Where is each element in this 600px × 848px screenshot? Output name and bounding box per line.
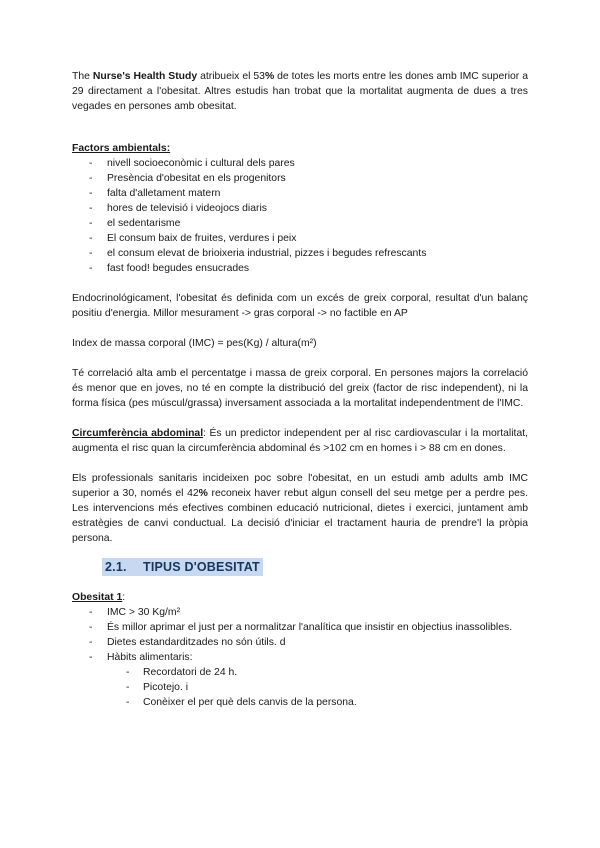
percent-sign: % [198,488,208,499]
obesitat1-sublist [72,665,528,710]
factor-list-item: - el consum elevat de brioixeria industrial, pizzes i begudes refrescants [72,246,528,261]
paragraph-abdominal [72,426,528,456]
section-number: 2.1. [105,560,127,574]
factors-list [72,156,528,276]
text-span: : [122,592,126,603]
obesitat1-list-item: - IMC > 30 Kg/m² [72,605,528,620]
obesitat1-list-item: - Hàbits alimentaris: [72,650,528,665]
obesitat1-sublist-item: - Recordatori de 24 h. [72,665,528,680]
study-name: Nurse's Health Study [92,71,198,82]
paragraph-imc-formula: Index de massa corporal (IMC) = pes(Kg) / altura(m²) [72,338,317,349]
paragraph-correlation: Té correlació alta amb el percentatge i massa de greix corporal. En persones majors la correlació és menor que en joves, no té en compte la distribució del greix (factor de risc independent), ni la forma física (pes múscul/grassa) inversament associada a la mortalitat independentment de l'IMC. [72,368,528,409]
abdominal-term: Circumferència abdominal [72,428,204,439]
document-page [72,69,528,710]
obesitat1-list [72,605,528,665]
factor-list-item: - falta d'alletament matern [72,186,528,201]
factor-list-item: - fast food! begudes ensucrades [72,261,528,276]
factors-title: Factors ambientals: [72,143,171,154]
text-span: de totes les morts entre les dones amb IMC superior a 29 directament a l'obesitat. Altres estudis han trobat que la mortalitat augmenta de dues a tres vegades en persones amb obesitat. [72,71,528,112]
text-span: : És un predictor independent per al risc cardiovascular i la mortalitat, augmenta el risc quan la circumferència abdominal és >102 cm en homes i > 88 cm en dones. [72,428,528,454]
text-span: reconeix haver rebut algun consell del seu metge per a perdre pes. Les intervencions més efectives combinen educació nutricional, dietes i exercici, juntament amb estratègies de canvi conductual. La decisió d'iniciar el tractament hauria de prendre'l la pròpia persona. [72,488,528,544]
obesitat1-label: Obesitat 1 [72,592,123,603]
obesitat1-title [72,590,528,605]
factor-list-item: - hores de televisió i videojocs diaris [72,201,528,216]
factor-list-item: - nivell socioeconòmic i cultural dels pares [72,156,528,171]
paragraph-endocrinology: Endocrinológicament, l'obesitat és definida com un excés de greix corporal, resultat d'un balanç positiu d'energia. Millor mesurament -> gras corporal -> no factible en AP [72,293,528,319]
section-heading [102,558,528,586]
factor-list-item: - el sedentarisme [72,216,528,231]
factor-list-item: - Presència d'obesitat en els progenitors [72,171,528,186]
obesitat1-sublist-item: - Conèixer el per què dels canvis de la persona. [72,695,528,710]
paragraph-professionals [72,471,528,546]
text-span: The [72,71,93,82]
section-heading-highlight [102,558,263,576]
paragraph-nurses-health-study [72,69,528,114]
text-span: atribueix el 53 [197,71,265,82]
obesitat1-sublist-item: - Picotejo. i [72,680,528,695]
obesitat1-list-item: - Dietes estandarditzades no són útils. d [72,635,528,650]
text-span: Els professionals sanitaris incideixen poc sobre l'obesitat, en un estudi amb adults amb IMC superior a 30, només el 42 [72,473,528,499]
percent-sign: % [264,71,275,82]
section-title: TIPUS D'OBESITAT [143,560,260,574]
obesitat1-list-item: - És millor aprimar el just per a normalitzar l'analítica que insistir en objectius inassolibles. [72,620,528,635]
factor-list-item: - El consum baix de fruites, verdures i peix [72,231,528,246]
